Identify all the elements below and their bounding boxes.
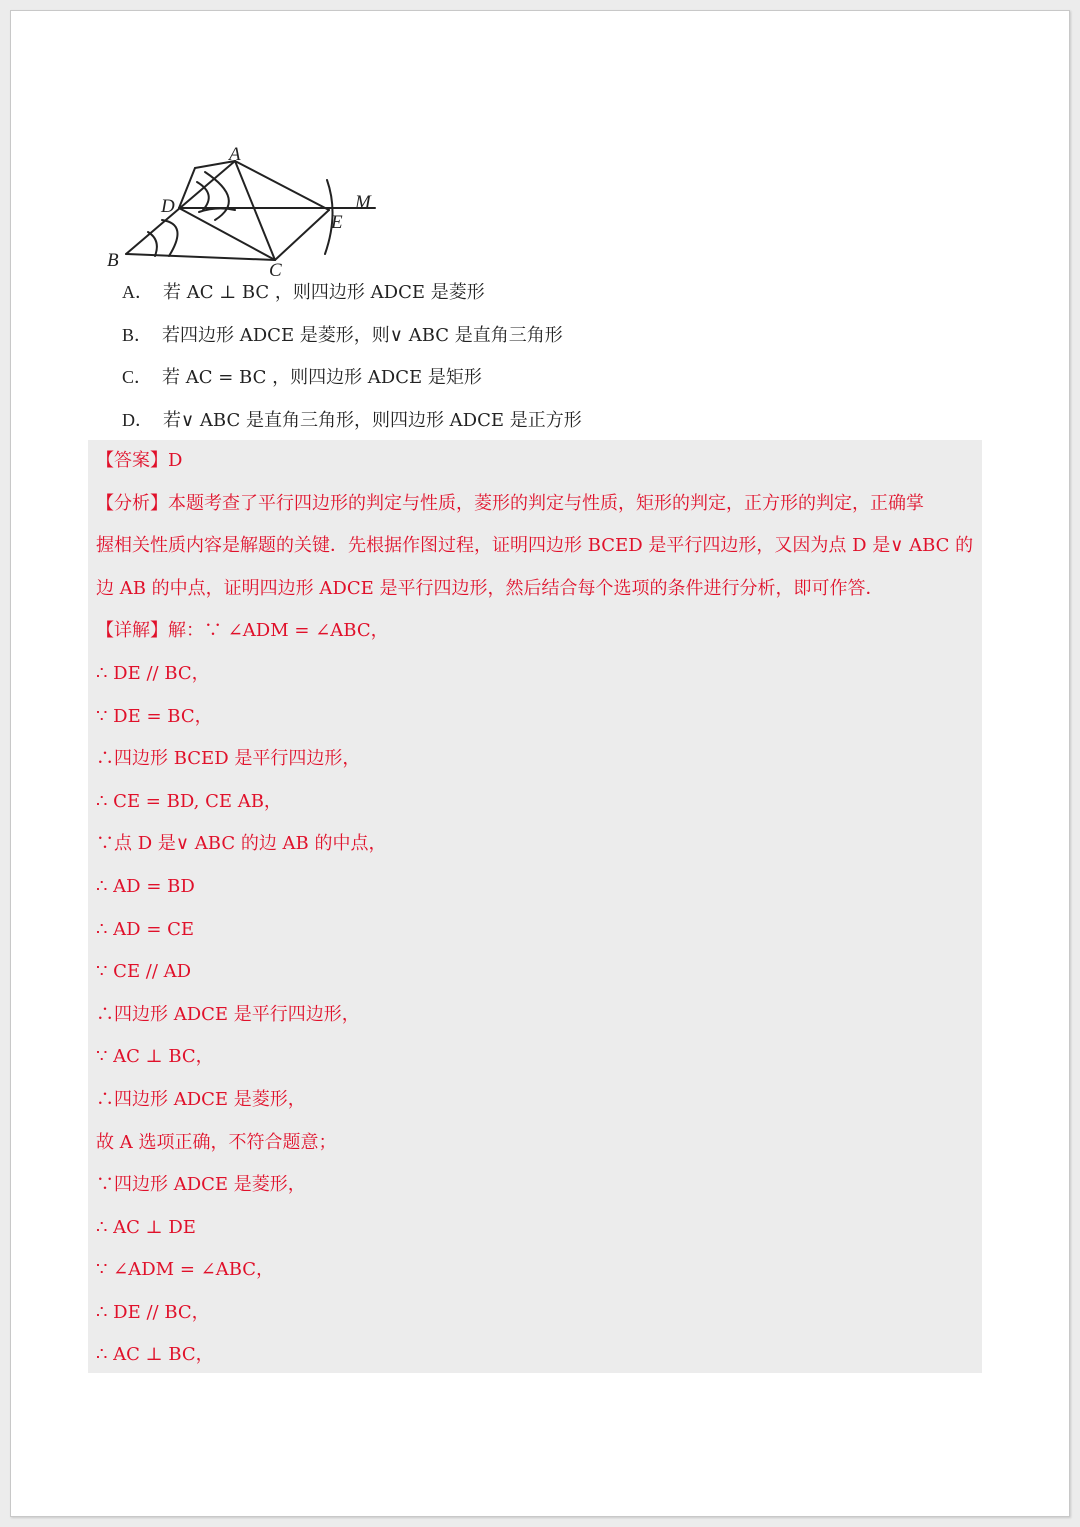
segment-bc (126, 254, 275, 260)
analysis-line: 【分析】本题考查了平行四边形的判定与性质，菱形的判定与性质，矩形的判定，正方形的判定，正确掌 (96, 492, 924, 514)
option-a-text: 若 AC ⊥ BC ，则四边形 ADCE 是菱形 (163, 282, 485, 303)
step-line: ∵四边形 ADCE 是菱形， (96, 1174, 306, 1196)
option-b-text: 若四边形 ADCE 是菱形，则∨ ABC 是直角三角形 (162, 324, 563, 346)
option-b-letter: B． (122, 324, 153, 345)
geometry-figure (99, 136, 389, 281)
analysis-line: 握相关性质内容是解题的关键．先根据作图过程，证明四边形 BCED 是平行四边形，又因为点 D 是∨ ABC 的 (96, 535, 974, 557)
option-d[interactable] (122, 402, 982, 445)
step-line: ∵ ∠ADM = ∠ABC， (96, 1259, 275, 1281)
step-line: ∴ AC ⊥ BC， (96, 1344, 214, 1366)
label-b: B (107, 250, 119, 271)
step-line: ∴四边形 ADCE 是平行四边形， (96, 1003, 360, 1025)
answer-options (122, 274, 982, 444)
option-b[interactable] (122, 317, 982, 360)
solution-text (96, 440, 974, 1377)
option-d-letter: D． (122, 409, 153, 430)
step-line: ∴四边形 BCED 是平行四边形， (96, 748, 361, 770)
arc-b-1 (148, 232, 157, 256)
geometry-diagram (99, 136, 389, 281)
step-line: ∴ AC ⊥ DE (96, 1216, 196, 1238)
answer-line: 【答案】D (96, 450, 183, 471)
step-line: 故 A 选项正确，不符合题意； (96, 1131, 337, 1153)
solution-panel (88, 440, 982, 1373)
step-line: ∴ DE // BC， (96, 662, 210, 684)
step-line: ∵点 D 是∨ ABC 的边 AB 的中点， (96, 833, 387, 855)
step-line: ∴ AD = BD (96, 875, 195, 897)
arc-b-2 (162, 220, 178, 256)
option-a[interactable] (122, 274, 982, 317)
option-c-letter: C． (122, 367, 153, 387)
segment-dc (179, 208, 275, 260)
label-c: C (269, 260, 282, 281)
analysis-line: 边 AB 的中点，证明四边形 ADCE 是平行四边形，然后结合每个选项的条件进行分析，即可作答． (96, 577, 884, 599)
option-a-letter: A． (122, 282, 153, 302)
option-d-text: 若∨ ABC 是直角三角形，则四边形 ADCE 是正方形 (163, 409, 582, 431)
segment-ac (235, 161, 275, 260)
step-line: ∴四边形 ADCE 是菱形， (96, 1088, 306, 1110)
label-a: A (229, 144, 241, 165)
option-c[interactable] (122, 359, 982, 402)
segment-ce (275, 210, 329, 260)
step-line: ∵ AC ⊥ BC， (96, 1046, 214, 1068)
label-m: M (355, 192, 371, 213)
step-line: 【详解】解：∵ ∠ADM = ∠ABC， (96, 620, 389, 642)
step-line: ∴ DE // BC， (96, 1301, 210, 1323)
label-d: D (161, 196, 175, 217)
step-line: ∴ CE = BD, CE AB， (96, 790, 282, 812)
step-line: ∵ DE = BC， (96, 705, 213, 727)
label-e: E (331, 212, 343, 233)
segment-ae (235, 161, 329, 210)
option-c-text: 若 AC = BC ，则四边形 ADCE 是矩形 (162, 367, 482, 388)
step-line: ∴ AD = CE (96, 918, 195, 940)
step-line: ∵ CE // AD (96, 961, 192, 983)
